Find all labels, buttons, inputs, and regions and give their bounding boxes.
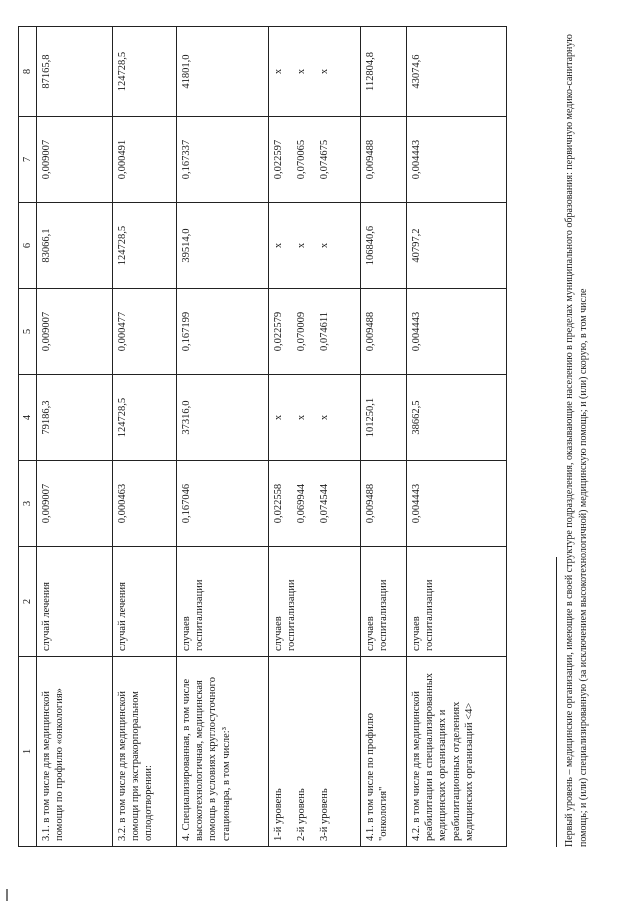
cell-value: х: [296, 242, 308, 249]
cell-value: 106840,6: [361, 203, 407, 289]
cell-value: 0,009488: [361, 461, 407, 547]
cell-value: 0,009007: [37, 461, 113, 547]
cell-value: 0,009488: [361, 289, 407, 375]
cell-value: 0,009488: [361, 117, 407, 203]
cell-value: 83066,1: [37, 203, 113, 289]
row-label: 4.2. в том числе для медицинской реабилитации в специализированных медицинских организациях и реабилитационных отделениях медицинских организаций <4>: [407, 657, 507, 847]
cell-value: 0,009007: [37, 117, 113, 203]
cell-value: х: [273, 242, 285, 249]
cell-value: 43074,6: [407, 27, 507, 117]
cell-value: 0,000463: [113, 461, 177, 547]
cell-value: 124728,5: [113, 375, 177, 461]
cell-value: х: [296, 68, 308, 75]
col-header: 3: [19, 461, 37, 547]
cell-value: 37316,0: [177, 375, 269, 461]
cell-value: 0,069944: [296, 483, 308, 524]
level-values: [269, 375, 361, 461]
cell-value: х: [319, 242, 331, 249]
level-values: [269, 461, 361, 547]
row-unit: случаев госпитализации: [407, 547, 507, 657]
cell-value: 0,004443: [407, 461, 507, 547]
cell-value: 0,004443: [407, 289, 507, 375]
row-label: 4.1. в том числе по профилю "онкология": [361, 657, 407, 847]
table-row-levels: [269, 27, 361, 847]
cell-value: 79186,3: [37, 375, 113, 461]
cell-value: 87165,8: [37, 27, 113, 117]
norms-table: [18, 26, 507, 847]
cell-value: 0,000491: [113, 117, 177, 203]
cell-value: х: [296, 414, 308, 421]
cell-value: 124728,5: [113, 203, 177, 289]
cell-value: 0,074611: [319, 312, 331, 351]
cell-value: 0,167199: [177, 289, 269, 375]
row-unit: случаев госпитализации: [361, 547, 407, 657]
footnote-text: Первый уровень – медицинские организации, имеющие в своей структуре подразделения, оказывающие населению в пределах муниципального образования: первичную медико-санитарную помощь; и (или) специализированную (за исключением высокотехнологичной) медицинскую помощь; и (или) скорую, в том числе: [564, 34, 589, 847]
cell-value: 41801,0: [177, 27, 269, 117]
cell-value: х: [273, 414, 285, 421]
cell-value: 0,074675: [319, 139, 331, 180]
cell-value: х: [319, 414, 331, 421]
cell-value: 0,022597: [273, 139, 285, 180]
table-row: [407, 27, 507, 847]
cell-value: х: [273, 68, 285, 75]
cell-value: 124728,5: [113, 27, 177, 117]
cell-value: 0,167337: [177, 117, 269, 203]
level-name: 3-й уровень: [319, 788, 331, 841]
col-header: 8: [19, 27, 37, 117]
cell-value: 39514,0: [177, 203, 269, 289]
cell-value: 0,070009: [296, 311, 308, 352]
cell-value: 0,022558: [273, 483, 285, 524]
cell-value: 0,000477: [113, 289, 177, 375]
cell-value: 101250,1: [361, 375, 407, 461]
row-unit: случаев госпитализации: [177, 547, 269, 657]
cell-value: 0,022579: [273, 311, 285, 352]
row-label: 3.1. в том числе для медицинской помощи по профилю «онкология»: [37, 657, 113, 847]
row-label: 4. Специализированная, в том числе высокотехнологичная, медицинская помощь в условиях круглосуточного стационара, в том числе:³: [177, 657, 269, 847]
level-name: 1-й уровень: [273, 788, 285, 841]
table-row: [361, 27, 407, 847]
level-names-cell: [269, 657, 361, 847]
cell-value: 0,070065: [296, 139, 308, 180]
table-row: [113, 27, 177, 847]
level-values: [269, 203, 361, 289]
cell-value: 0,074544: [319, 483, 331, 524]
col-header: 5: [19, 289, 37, 375]
header-row: [19, 27, 37, 847]
level-values: [269, 289, 361, 375]
table-row: [37, 27, 113, 847]
row-unit: случай лечения: [113, 547, 177, 657]
level-values: [269, 117, 361, 203]
row-unit: случаев госпитализации: [269, 547, 361, 657]
footnote-divider: [556, 557, 557, 847]
cell-value: 38662,5: [407, 375, 507, 461]
cell-value: 40797,2: [407, 203, 507, 289]
cell-value: 0,004443: [407, 117, 507, 203]
col-header: 4: [19, 375, 37, 461]
level-name: 2-й уровень: [296, 788, 308, 841]
col-header: 1: [19, 657, 37, 847]
cell-value: 0,009007: [37, 289, 113, 375]
cell-value: х: [319, 68, 331, 75]
cell-value: 0,167046: [177, 461, 269, 547]
cell-value: 112804,8: [361, 27, 407, 117]
row-label: 3.2. в том числе для медицинской помощи при экстракорпоральном оплодотворении:: [113, 657, 177, 847]
col-header: 7: [19, 117, 37, 203]
row-unit: случай лечения: [37, 547, 113, 657]
level-values: [269, 27, 361, 117]
table-row: [177, 27, 269, 847]
col-header: 2: [19, 547, 37, 657]
page-mark: [6, 889, 8, 901]
col-header: 6: [19, 203, 37, 289]
